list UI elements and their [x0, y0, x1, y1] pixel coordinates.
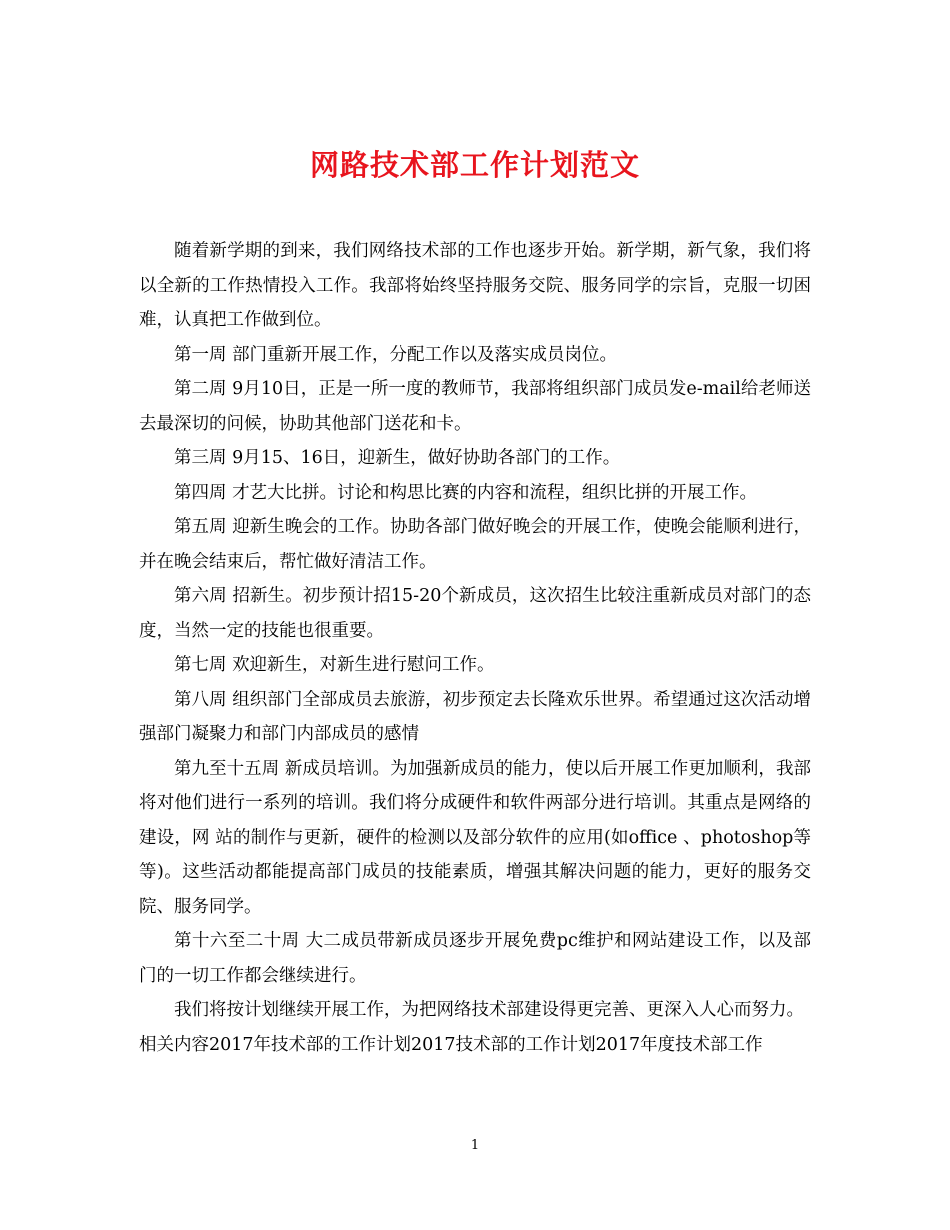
document-title: 网路技术部工作计划范文 [309, 148, 640, 183]
paragraph-week-4: 第四周 才艺大比拼。讨论和构思比赛的内容和流程，组织比拼的开展工作。 [174, 482, 758, 503]
paragraph-intro: 随着新学期的到来，我们网络技术部的工作也逐步开始。新学期，新气象，我们将以全新的工作热情投入工作。我部将始终坚持服务交院、服务同学的宗旨，克服一切困难，认真把工作做到位。 [139, 241, 811, 330]
document-body [139, 234, 811, 1062]
related-content: 相关内容2017年技术部的工作计划2017技术部的工作计划2017年度技术部工作 [139, 1034, 763, 1055]
paragraph-week-6: 第六周 招新生。初步预计招15-20个新成员，这次招生比较注重新成员对部门的态度，当然一定的技能也很重要。 [139, 586, 811, 641]
paragraph-week-9-15: 第九至十五周 新成员培训。为加强新成员的能力，使以后开展工作更加顺利，我部将对他们进行一系列的培训。我们将分成硬件和软件两部分进行培训。其重点是网络的建设，网 站的制作与更新，硬件的检测以及部分软件的应用(如office 、photoshop等等)。这些活动都能提高部门成员的技能素质，增强其解决问题的能力，更好的服务交院、服务同学。 [139, 758, 811, 917]
paragraph-week-16-20: 第十六至二十周 大二成员带新成员逐步开展免费pc维护和网站建设工作，以及部门的一切工作都会继续进行。 [139, 931, 811, 986]
page-number: 1 [470, 1138, 480, 1153]
paragraph-week-2: 第二周 9月10日，正是一所一度的教师节，我部将组织部门成员发e-mail给老师送去最深切的问候，协助其他部门送花和卡。 [139, 379, 811, 434]
paragraph-week-7: 第七周 欢迎新生，对新生进行慰问工作。 [174, 655, 495, 675]
paragraph-week-5: 第五周 迎新生晚会的工作。协助各部门做好晚会的开展工作，使晚会能顺利进行，并在晚会结束后，帮忙做好清洁工作。 [139, 517, 811, 572]
paragraph-week-1: 第一周 部门重新开展工作，分配工作以及落实成员岗位。 [174, 344, 618, 365]
paragraph-week-3: 第三周 9月15、16日，迎新生，做好协助各部门的工作。 [174, 448, 621, 468]
paragraph-week-8: 第八周 组织部门全部成员去旅游，初步预定去长隆欢乐世界。希望通过这次活动增强部门凝聚力和部门内部成员的感情 [139, 689, 811, 744]
paragraph-conclusion: 我们将按计划继续开展工作，为把网络技术部建设得更完善、更深入人心而努力。 [174, 1000, 804, 1020]
